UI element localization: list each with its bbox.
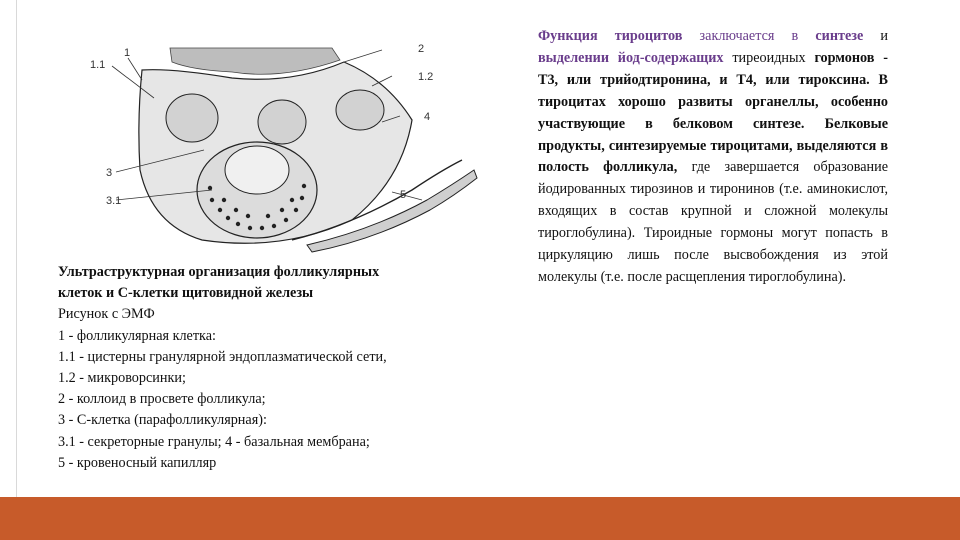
body-text-segment: и xyxy=(863,28,888,44)
highlight-iodine-release: выделении йод-содержащих xyxy=(538,49,724,66)
caption-line: 3 - С-клетка (парафолликулярная): xyxy=(58,412,267,429)
figure-drawing xyxy=(82,40,492,255)
figure-label-2: 2 xyxy=(418,43,425,55)
body-text-segment: где завершается образование йодированных тирозинов и тиронинов (т.е. аминокислот, входящих в состав крупной и сложной молекулы тироглобулина). Тироидные гормоны могут попасть в циркуляцию лишь после высвобождения из этой молекулы (т.е. после расщепления тироглобулина). xyxy=(538,159,888,285)
highlight-thyrocyte-function: Функция тироцитов xyxy=(538,28,683,44)
caption-title-line-1: Ультраструктурная организация фолликулярных xyxy=(58,264,380,280)
figure-caption xyxy=(58,262,498,474)
bold-hormones-text: гормонов - Т3, или трийодтиронина, и Т4, или тироксина. В тироцитах хорошо развиты органеллы, особенно участвующие в белковом синтезе. Белковые продукты, синтезируемые тироцитами, выделяются в полость фолликула, xyxy=(538,49,888,176)
highlight-synthesis: синтезе xyxy=(815,28,864,44)
colloid-lumen xyxy=(170,48,340,74)
figure-label-1-2: 1.2 xyxy=(418,71,434,83)
caption-title-line-2: клеток и С-клетки щитовидной железы xyxy=(58,285,314,302)
figure-label-3: 3 xyxy=(106,167,113,179)
thyroid-ultrastructure-figure xyxy=(82,40,492,255)
caption-line: 2 - коллоид в просвете фолликула; xyxy=(58,391,266,408)
c-cell-nucleus xyxy=(225,146,289,194)
figure-label-3-1: 3.1 xyxy=(106,195,122,207)
figure-label-1: 1 xyxy=(124,47,131,59)
thyrocyte-function-paragraph xyxy=(538,26,888,289)
body-text-segment: тиреоидных xyxy=(723,49,815,66)
caption-line: Рисунок с ЭМФ xyxy=(58,306,155,323)
caption-line: 3.1 - секреторные гранулы; 4 - базальная мембрана; xyxy=(58,433,370,450)
caption-line: 1 - фолликулярная клетка: xyxy=(58,327,216,344)
figure-label-4: 4 xyxy=(424,111,431,123)
follicular-cell-nucleus-3 xyxy=(336,90,384,130)
caption-line: 1.2 - микроворсинки; xyxy=(58,370,186,387)
accent-bottom-bar xyxy=(0,497,960,540)
figure-label-5: 5 xyxy=(400,189,407,201)
figure-label-1-1: 1.1 xyxy=(90,59,106,71)
caption-line: 5 - кровеносный капилляр xyxy=(58,454,217,471)
follicular-cell-nucleus-2 xyxy=(258,100,306,144)
slide-side-rule xyxy=(0,0,17,497)
follicular-cell-nucleus-1 xyxy=(166,94,218,142)
body-text-segment: заключается в xyxy=(682,28,816,44)
caption-line: 1.1 - цистерны гранулярной эндоплазматической сети, xyxy=(58,348,387,365)
